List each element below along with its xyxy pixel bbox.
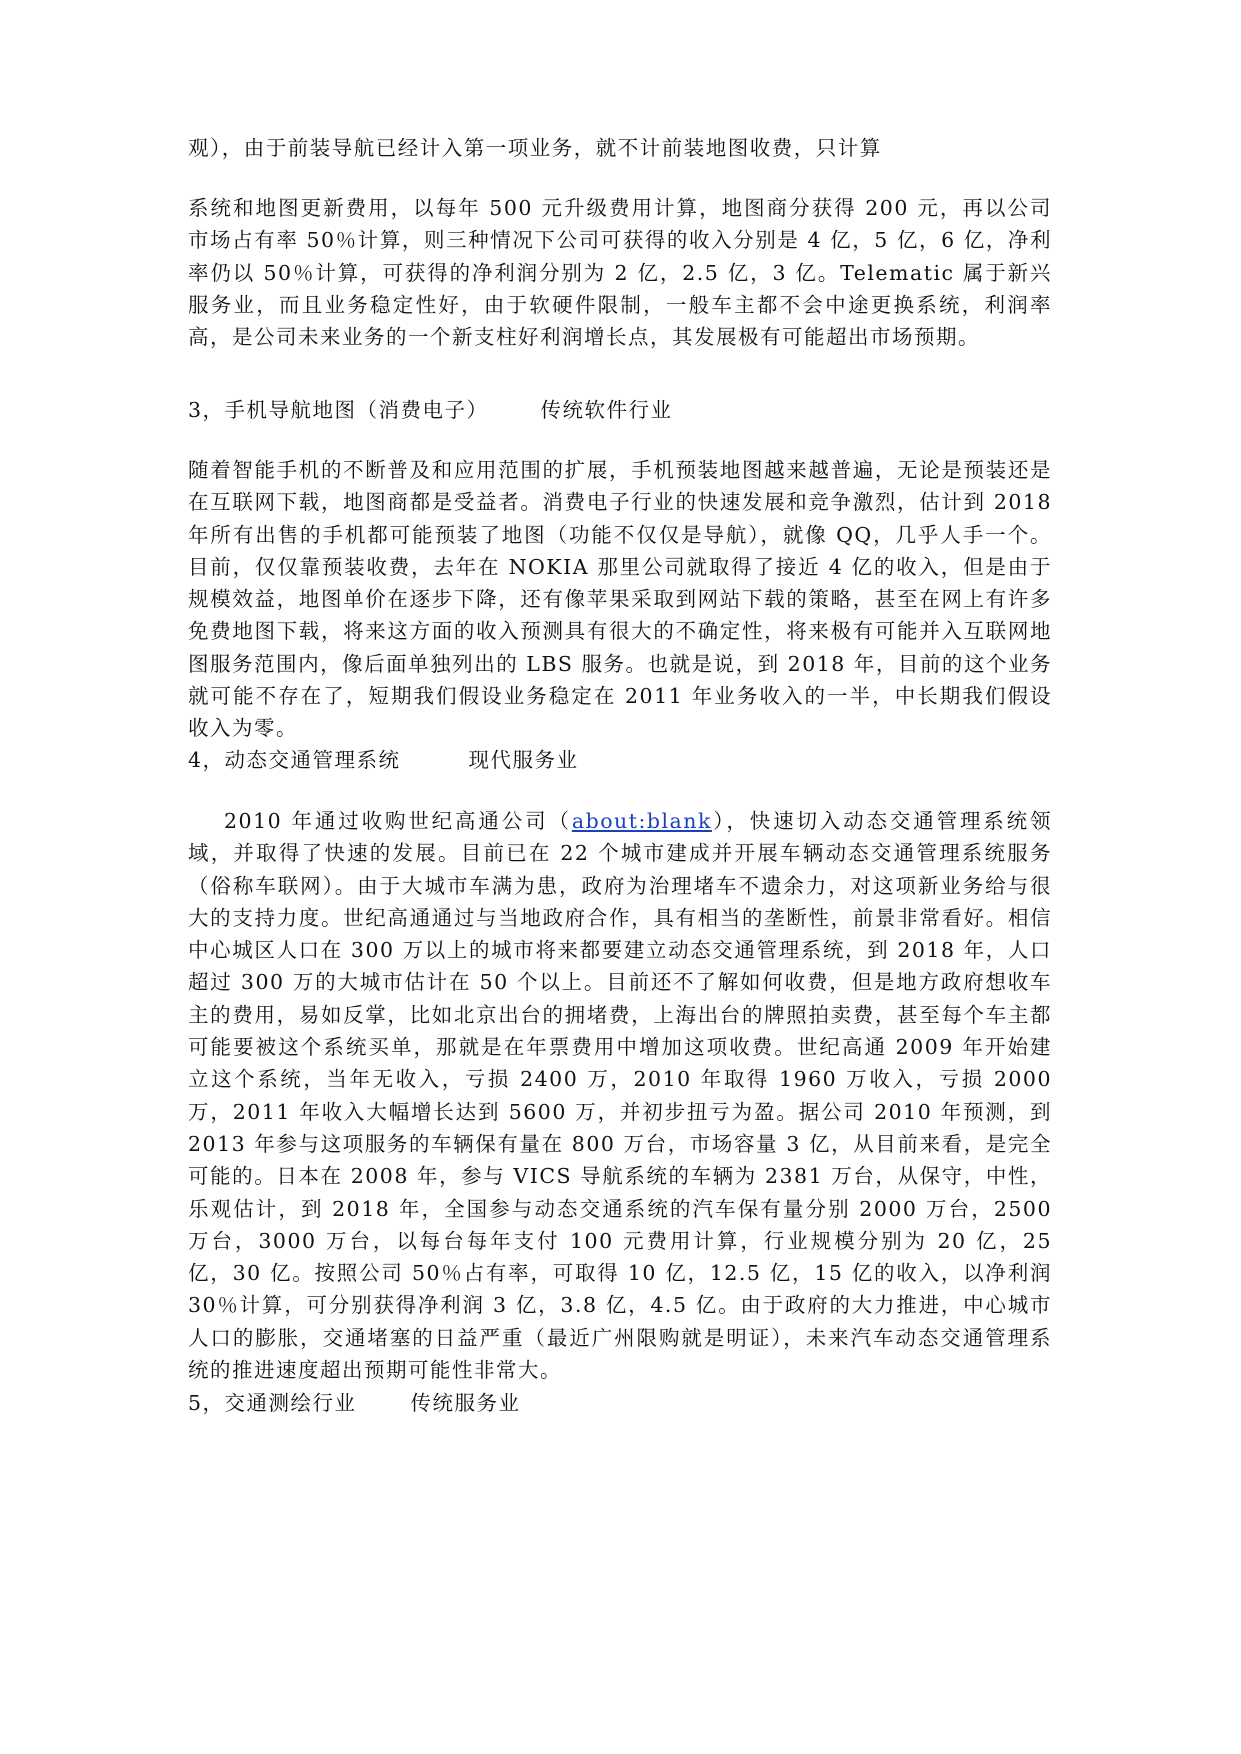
- section-heading-4-sector: 现代服务业: [468, 748, 579, 772]
- paragraph-telematic: 系统和地图更新费用，以每年 500 元升级费用计算，地图商分获得 200 元，再以公司市场占有率 50％计算，则三种情况下公司可获得的收入分别是 4 亿，5 亿，6 亿，净利率仍以 50％计算，可获得的净利润分别为 2 亿，2.5 亿，3 亿。Telematic 属于新兴服务业，而且业务稳定性好，由于软硬件限制，一般车主都不会中途更换系统，利润率高，是公司未来业务的一个新支柱好利润增长点，其发展极有可能超出市场预期。: [188, 196, 1052, 350]
- section-heading-5-sector: 传统服务业: [410, 1391, 521, 1415]
- paragraph-text-after-link: ），快速切入动态交通管理系统领域，并取得了快速的发展。目前已在 22 个城市建成并开展车辆动态交通管理系统服务（俗称车联网）。由于大城市车满为患，政府为治理堵车不遗余力，对这项新业务给与很大的支持力度。世纪高通通过与当地政府合作，具有相当的垄断性，前景非常看好。相信中心城区人口在 300 万以上的城市将来都要建立动态交通管理系统，到 2018 年，人口超过 300 万的大城市估计在 50 个以上。目前还不了解如何收费，但是地方政府想收车主的费用，易如反掌，比如北京出台的拥堵费，上海出台的牌照拍卖费，甚至每个车主都可能要被这个系统买单，那就是在年票费用中增加这项收费。世纪高通 2009 年开始建立这个系统，当年无收入，亏损 2400 万，2010 年取得 1960 万收入，亏损 2000 万，2011 年收入大幅增长达到 5600 万，并初步扭亏为盈。据公司 2010 年预测，到 2013 年参与这项服务的车辆保有量在 800 万台，市场容量 3 亿，从目前来看，是完全可能的。日本在 2008 年，参与 VICS 导航系统的车辆为 2381 万台，从保守，中性，乐观估计，到 2018 年，全国参与动态交通系统的汽车保有量分别 2000 万台，2500 万台，3000 万台，以每台每年支付 100 元费用计算，行业规模分别为 20 亿，25 亿，30 亿。按照公司 50％占有率，可取得 10 亿，12.5 亿，15 亿的收入，以净利润 30％计算，可分别获得净利润 3 亿，3.8 亿，4.5 亿。由于政府的大力推进，中心城市人口的膨胀，交通堵塞的日益严重（最近广州限购就是明证），未来汽车动态交通管理系统的推进速度超出预期可能性非常大。: [188, 809, 1053, 1383]
- section-heading-4: [188, 744, 579, 776]
- section-heading-3-title: 3，手机导航地图（消费电子）: [188, 398, 489, 422]
- section-heading-5: [188, 1387, 521, 1419]
- paragraph-continuation: 观），由于前装导航已经计入第一项业务，就不计前装地图收费，只计算: [188, 136, 882, 160]
- section-heading-4-title: 4，动态交通管理系统: [188, 748, 401, 772]
- paragraph-mobile-navigation: 随着智能手机的不断普及和应用范围的扩展，手机预装地图越来越普遍，无论是预装还是在互联网下载，地图商都是受益者。消费电子行业的快速发展和竞争激烈，估计到 2018 年所有出售的手机都可能预装了地图（功能不仅仅是导航），就像 QQ，几乎人手一个。目前，仅仅靠预装收费，去年在 NOKIA 那里公司就取得了接近 4 亿的收入，但是由于规模效益，地图单价在逐步下降，还有像苹果采取到网站下载的策略，甚至在网上有许多免费地图下载，将来这方面的收入预测具有很大的不确定性，将来极有可能并入互联网地图服务范围内，像后面单独列出的 LBS 服务。也就是说，到 2018 年，目前的这个业务就可能不存在了，短期我们假设业务稳定在 2011 年业务收入的一半，中长期我们假设收入为零。: [188, 458, 1052, 741]
- paragraph-dynamic-traffic: [188, 805, 1052, 1386]
- section-heading-5-title: 5，交通测绘行业: [188, 1391, 357, 1415]
- section-heading-3: [188, 394, 673, 426]
- about-blank-link[interactable]: about:blank: [571, 809, 712, 833]
- paragraph-text-before-link: 2010 年通过收购世纪高通公司（: [224, 809, 572, 833]
- section-heading-3-sector: 传统软件行业: [540, 398, 673, 422]
